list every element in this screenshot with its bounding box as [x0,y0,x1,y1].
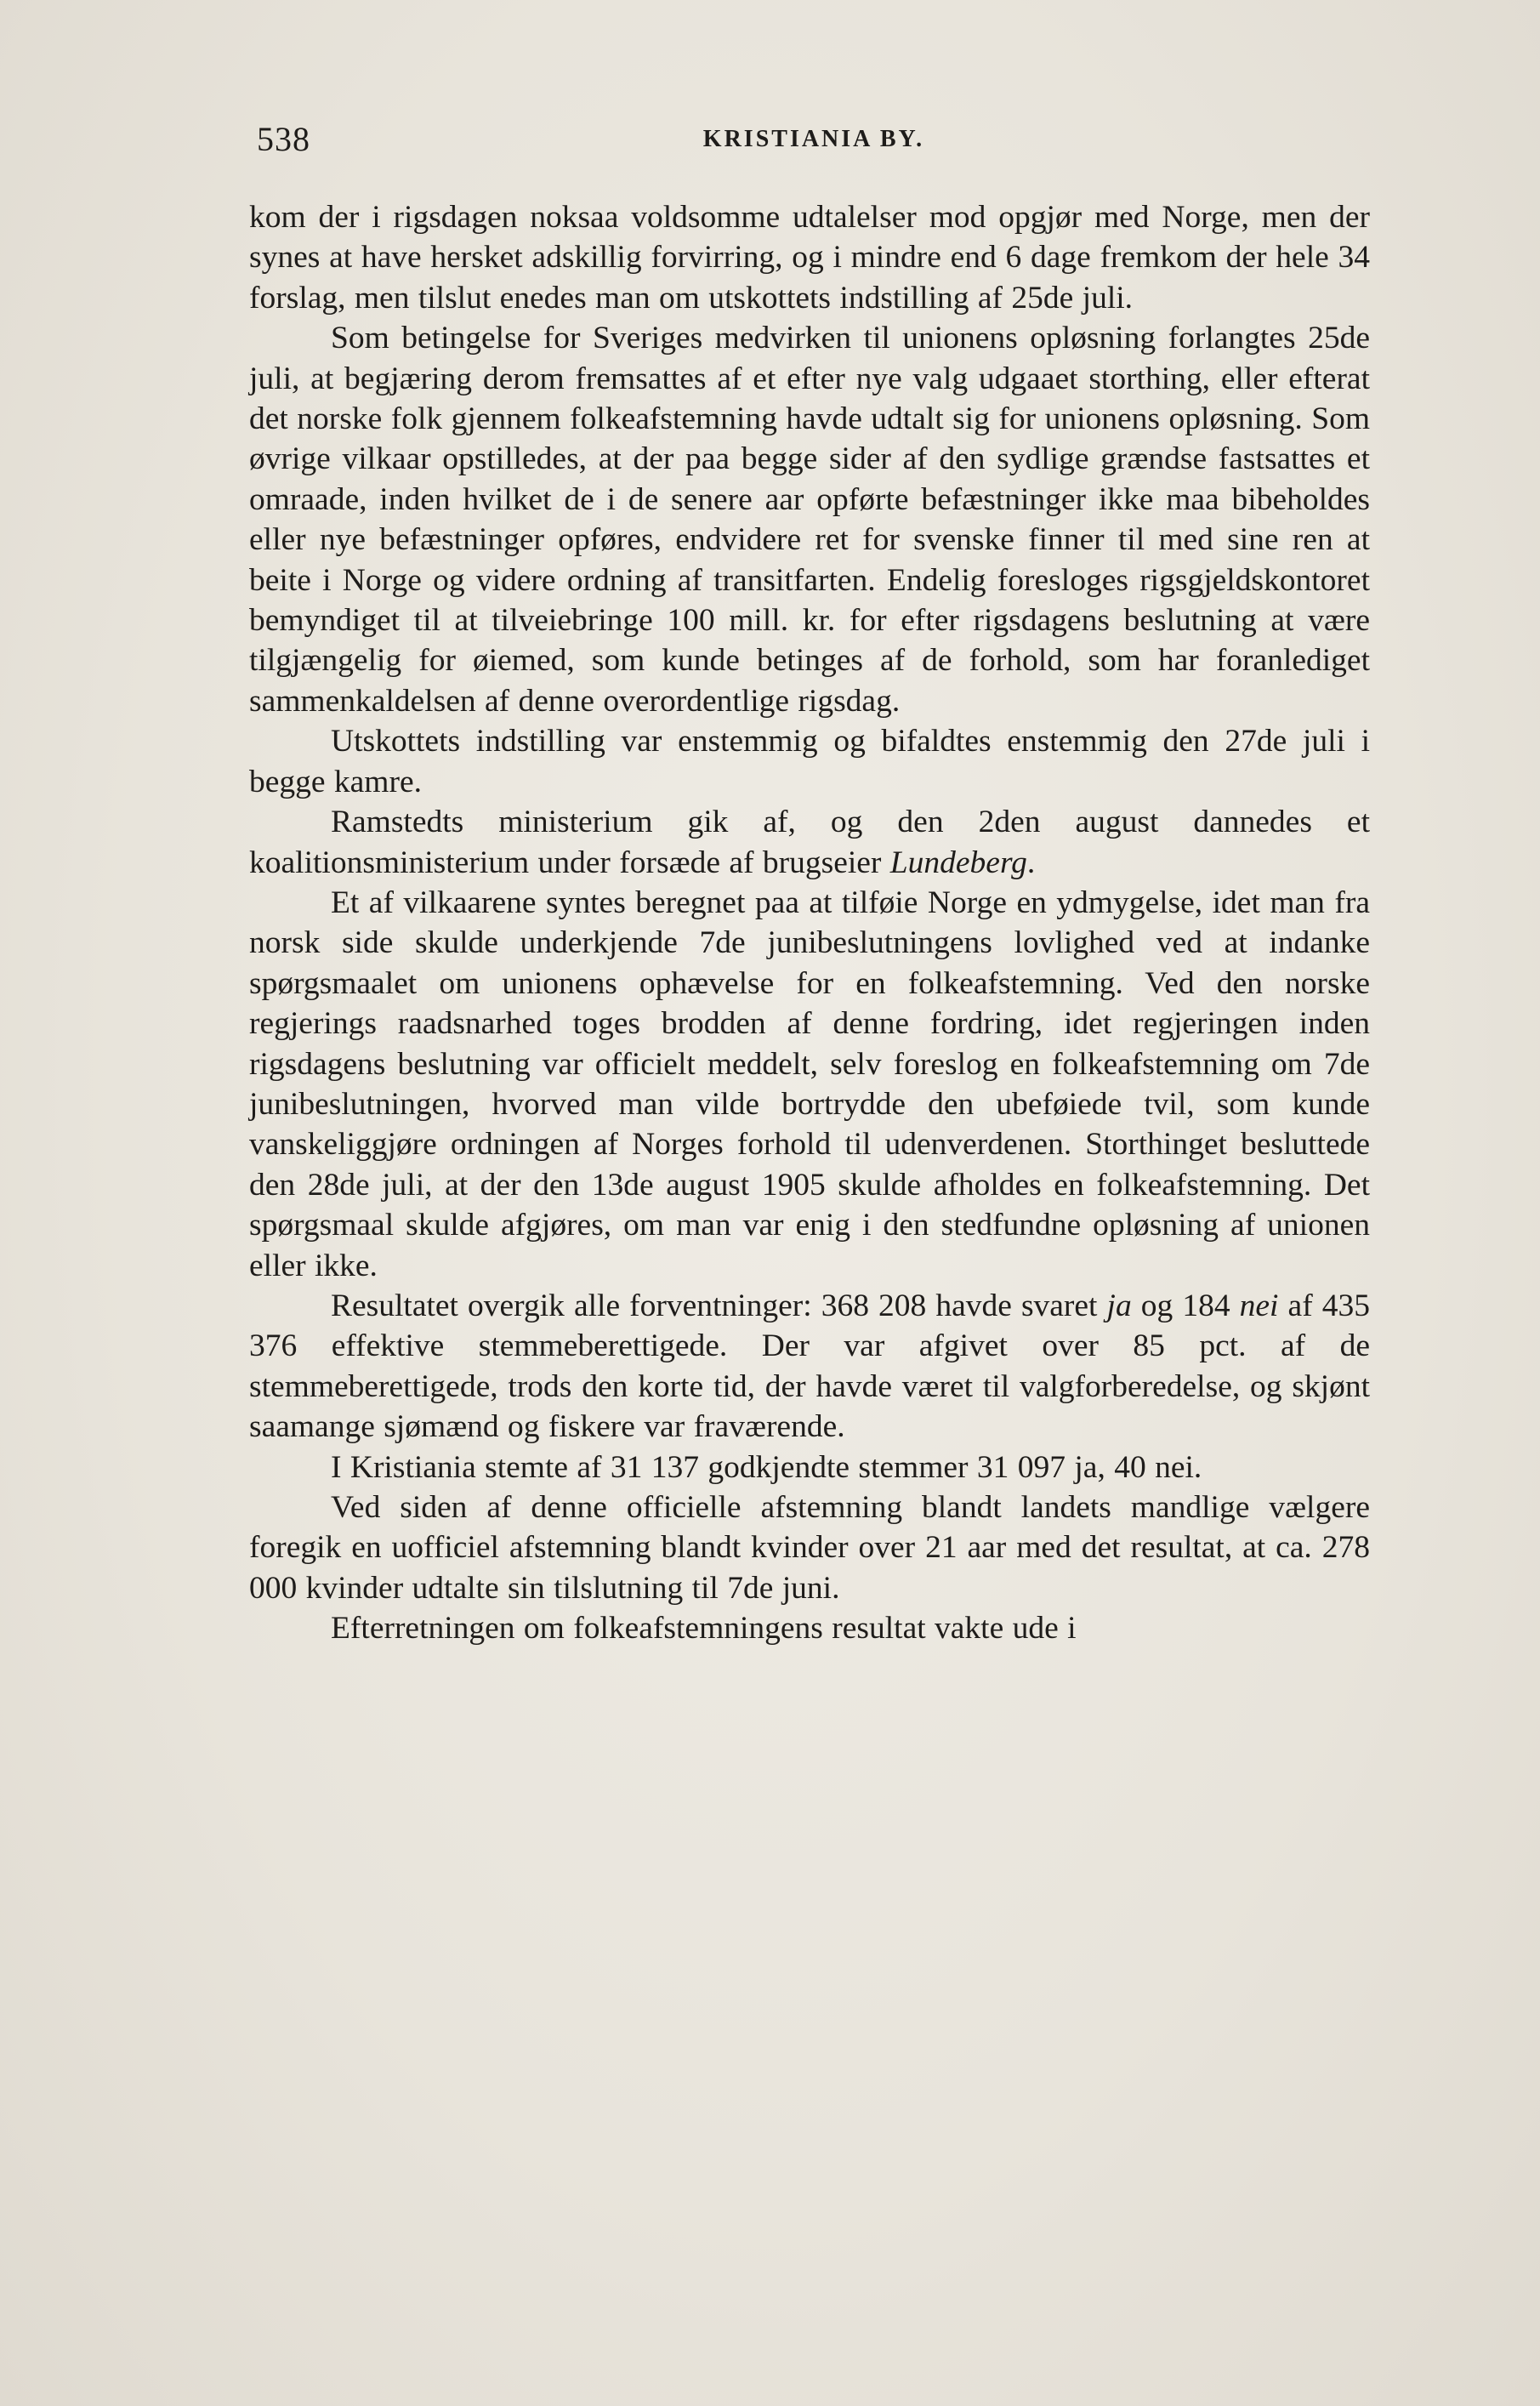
paragraph-6-middle: og 184 [1131,1288,1240,1323]
paragraph-1: kom der i rigsdagen noksaa voldsomme udtalelser mod opgjør med Norge, men der synes at have hersket adskillig forvirring, og i mindre end 6 dage fremkom der hele 34 forslag, men tilslut enedes man om utskottets indstilling af 25de juli. [249,200,1370,316]
paragraph-8: Ved siden af denne officielle afstemning blandt landets mandlige vælgere foregik en uofficiel afstemning blandt kvinder over 21 aar med det resultat, at ca. 278 000 kvinder udtalte sin tilslutning til 7de juni. [249,1490,1370,1606]
page-header [257,119,1371,170]
paragraph-6-text: Resultatet overgik alle forventninger: 368 208 havde svaret [331,1288,1107,1323]
page-number: 538 [257,120,310,158]
paragraph-6 [249,1286,1370,1448]
body-text [249,197,1370,1649]
word-ja: ja [1106,1288,1132,1323]
paragraph-3: Utskottets indstilling var enstemmig og bifaldtes enstemmig den 27de juli i begge kamre. [249,724,1370,799]
word-nei: nei [1239,1288,1279,1323]
paragraph-9: Efterretningen om folkeafstemningens resultat vakte ude i [331,1611,1077,1647]
paragraph-2: Som betingelse for Sveriges medvirken til unionens opløsning forlangtes 25de juli, at begjæring derom fremsattes af et efter nye valg udgaaet storthing, eller efterat det norske folk gjennem folkeafstemning havde udtalt sig for unionens opløsning. Som øvrige vilkaar opstilledes, at der paa begge sider af den sydlige grændse fastsattes et omraade, inden hvilket de i de senere aar opførte befæstninger ikke maa bibeholdes eller nye befæstninger opføres, endvidere ret for svenske finner til med sine ren at beite i Norge og videre ordning af transitfarten. Endelig foresloges rigsgjeldskontoret bemyndiget til at tilveiebringe 100 mill. kr. for efter rigsdagens beslutning at være tilgjængelig for øiemed, som kunde betinges af de forhold, som har foranlediget sammenkaldelsen af denne overordentlige rigsdag. [249,321,1370,719]
name-lundeberg: Lundeberg [889,845,1027,880]
paragraph-4-end: . [1026,845,1036,880]
paragraph-6-end: af 435 376 effektive stemmeberettigede. Der var afgivet over 85 pct. af de stemmeberettigede, trods den korte tid, der havde været til valgforberedelse, og skjønt saamange sjømænd og fiskere var fraværende. [249,1288,1370,1445]
paragraph-4 [249,802,1370,883]
running-title: KRISTIANIA BY. [702,126,925,152]
paragraph-4-text: Ramstedts ministerium gik af, og den 2den august dannedes et koalitionsministerium under forsæde af brugseier [249,805,1370,880]
paragraph-5: Et af vilkaarene syntes beregnet paa at tilføie Norge en ydmygelse, idet man fra norsk side skulde underkjende 7de junibeslutningens lovlighed ved at indanke spørgsmaalet om unionens ophævelse for en folkeafstemning. Ved den norske regjerings raadsnarhed toges brodden af denne fordring, idet regjeringen inden rigsdagens beslutning var officielt meddelt, selv foreslog en folkeafstemning om 7de junibeslutningen, hvorved man vilde bortrydde den ubeføiede tvil, som kunde vanskeliggjøre ordningen af Norges forhold til udenverdenen. Storthinget besluttede den 28de juli, at der den 13de august 1905 skulde afholdes en folkeafstemning. Det spørgsmaal skulde afgjøres, om man var enig i den stedfundne opløsning af unionen eller ikke. [249,884,1370,1283]
paragraph-7: I Kristiania stemte af 31 137 godkjendte stemmer 31 097 ja, 40 nei. [331,1449,1202,1485]
